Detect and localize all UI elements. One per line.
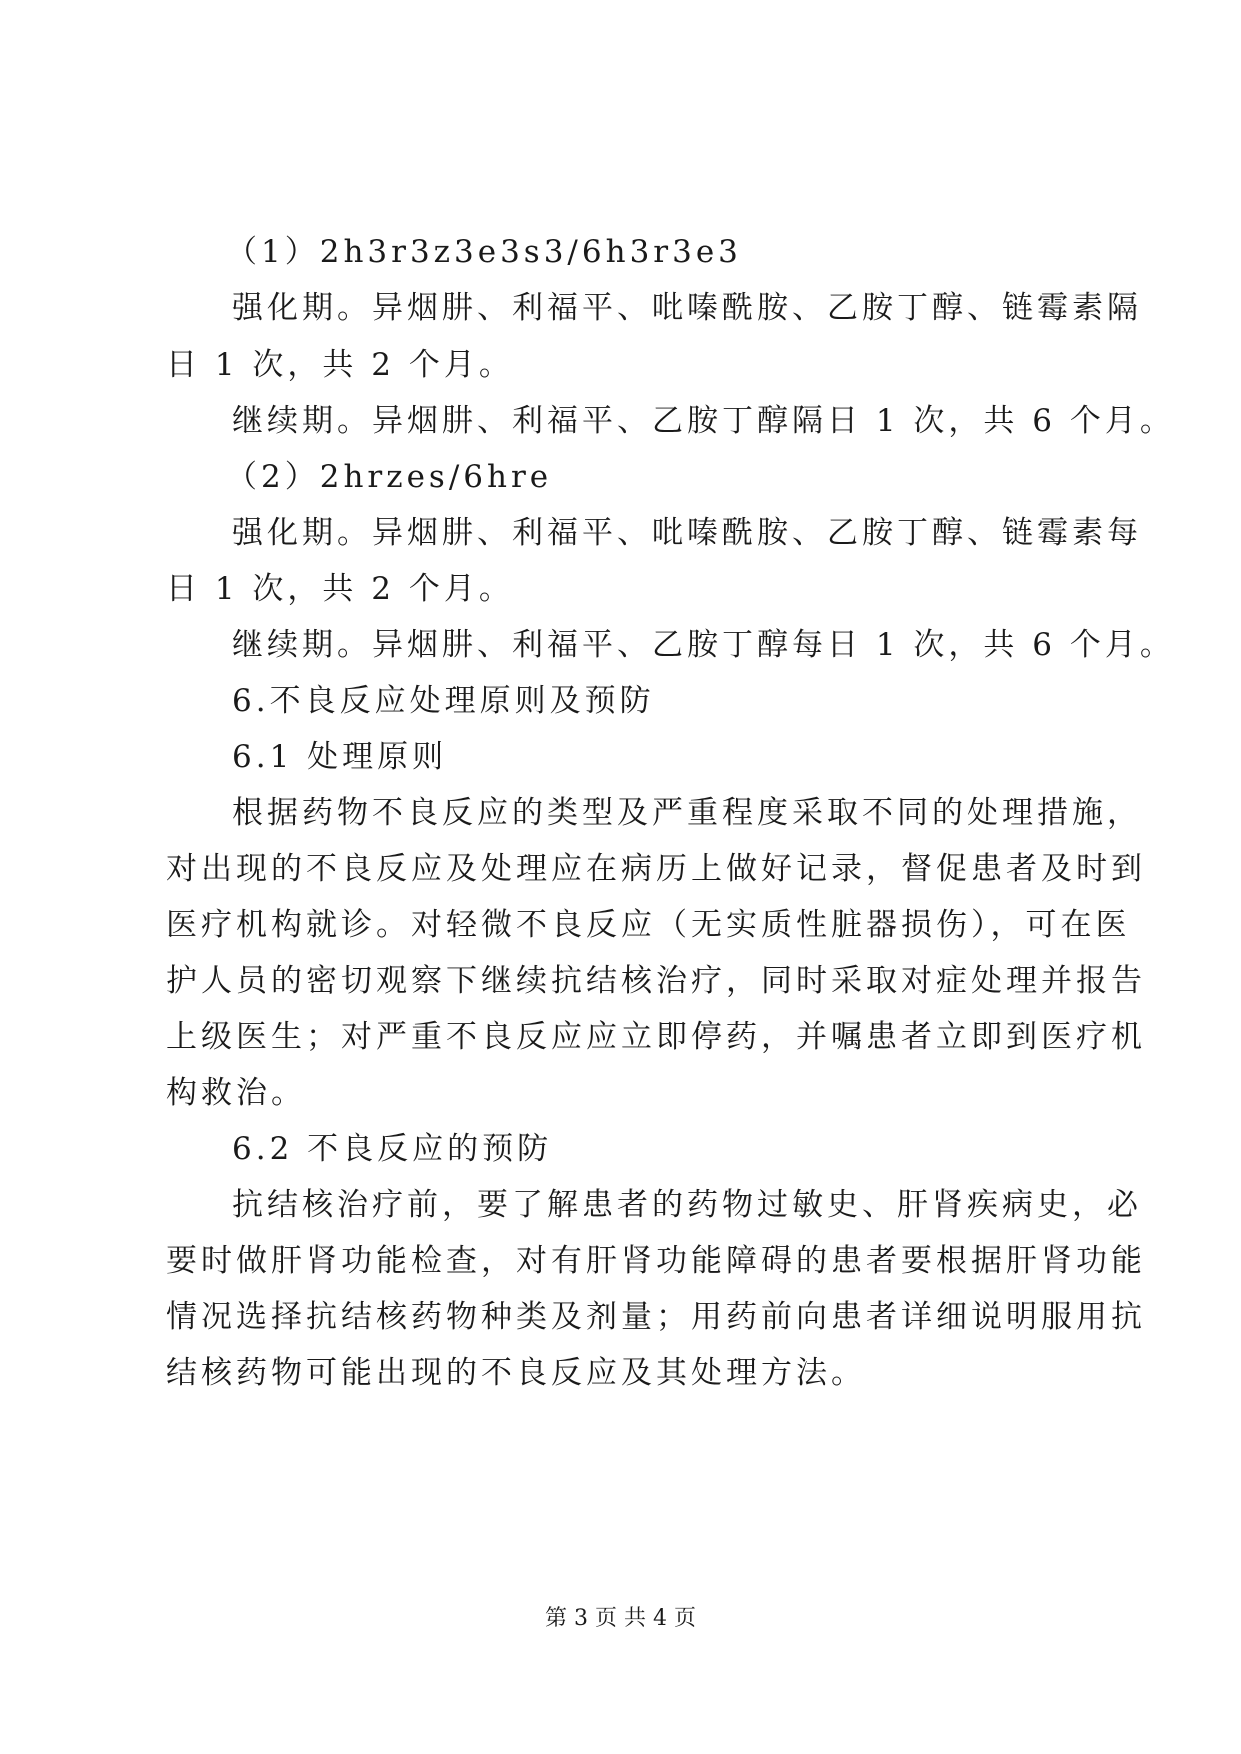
paragraph-line: 根据药物不良反应的类型及严重程度采取不同的处理措施， [232, 795, 1142, 831]
page-number-footer: 第 3 页 共 4 页 [545, 1606, 696, 1631]
section-6-heading: 6.不良反应处理原则及预防 [232, 683, 655, 719]
paragraph-line: 继续期。异烟肼、利福平、乙胺丁醇隔日 1 次，共 6 个月。 [232, 403, 1175, 439]
paragraph-line: 日 1 次，共 2 个月。 [166, 571, 514, 607]
paragraph-line: 结核药物可能出现的不良反应及其处理方法。 [166, 1355, 866, 1391]
paragraph-line: 情况选择抗结核药物种类及剂量；用药前向患者详细说明服用抗 [166, 1299, 1146, 1335]
paragraph-line: 继续期。异烟肼、利福平、乙胺丁醇每日 1 次，共 6 个月。 [232, 627, 1175, 663]
regimen-1-heading: （1）2h3r3z3e3s3/6h3r3e3 [226, 234, 742, 270]
paragraph-line: 构救治。 [166, 1075, 306, 1111]
paragraph-line: 医疗机构就诊。对轻微不良反应（无实质性脏器损伤），可在医 [166, 907, 1131, 943]
paragraph-line: 强化期。异烟肼、利福平、吡嗪酰胺、乙胺丁醇、链霉素每 [232, 515, 1142, 551]
paragraph-line: 上级医生；对严重不良反应应立即停药，并嘱患者立即到医疗机 [166, 1019, 1146, 1055]
paragraph-line: 抗结核治疗前，要了解患者的药物过敏史、肝肾疾病史，必 [232, 1187, 1142, 1223]
paragraph-line: 对出现的不良反应及处理应在病历上做好记录，督促患者及时到 [166, 851, 1146, 887]
section-6-2-heading: 6.2 不良反应的预防 [232, 1131, 553, 1167]
paragraph-line: 护人员的密切观察下继续抗结核治疗，同时采取对症处理并报告 [166, 963, 1146, 999]
regimen-2-heading: （2）2hrzes/6hre [226, 459, 553, 495]
paragraph-line: 要时做肝肾功能检查，对有肝肾功能障碍的患者要根据肝肾功能 [166, 1243, 1146, 1279]
section-6-1-heading: 6.1 处理原则 [232, 739, 448, 775]
paragraph-line: 日 1 次，共 2 个月。 [166, 347, 514, 383]
paragraph-line: 强化期。异烟肼、利福平、吡嗪酰胺、乙胺丁醇、链霉素隔 [232, 290, 1142, 326]
